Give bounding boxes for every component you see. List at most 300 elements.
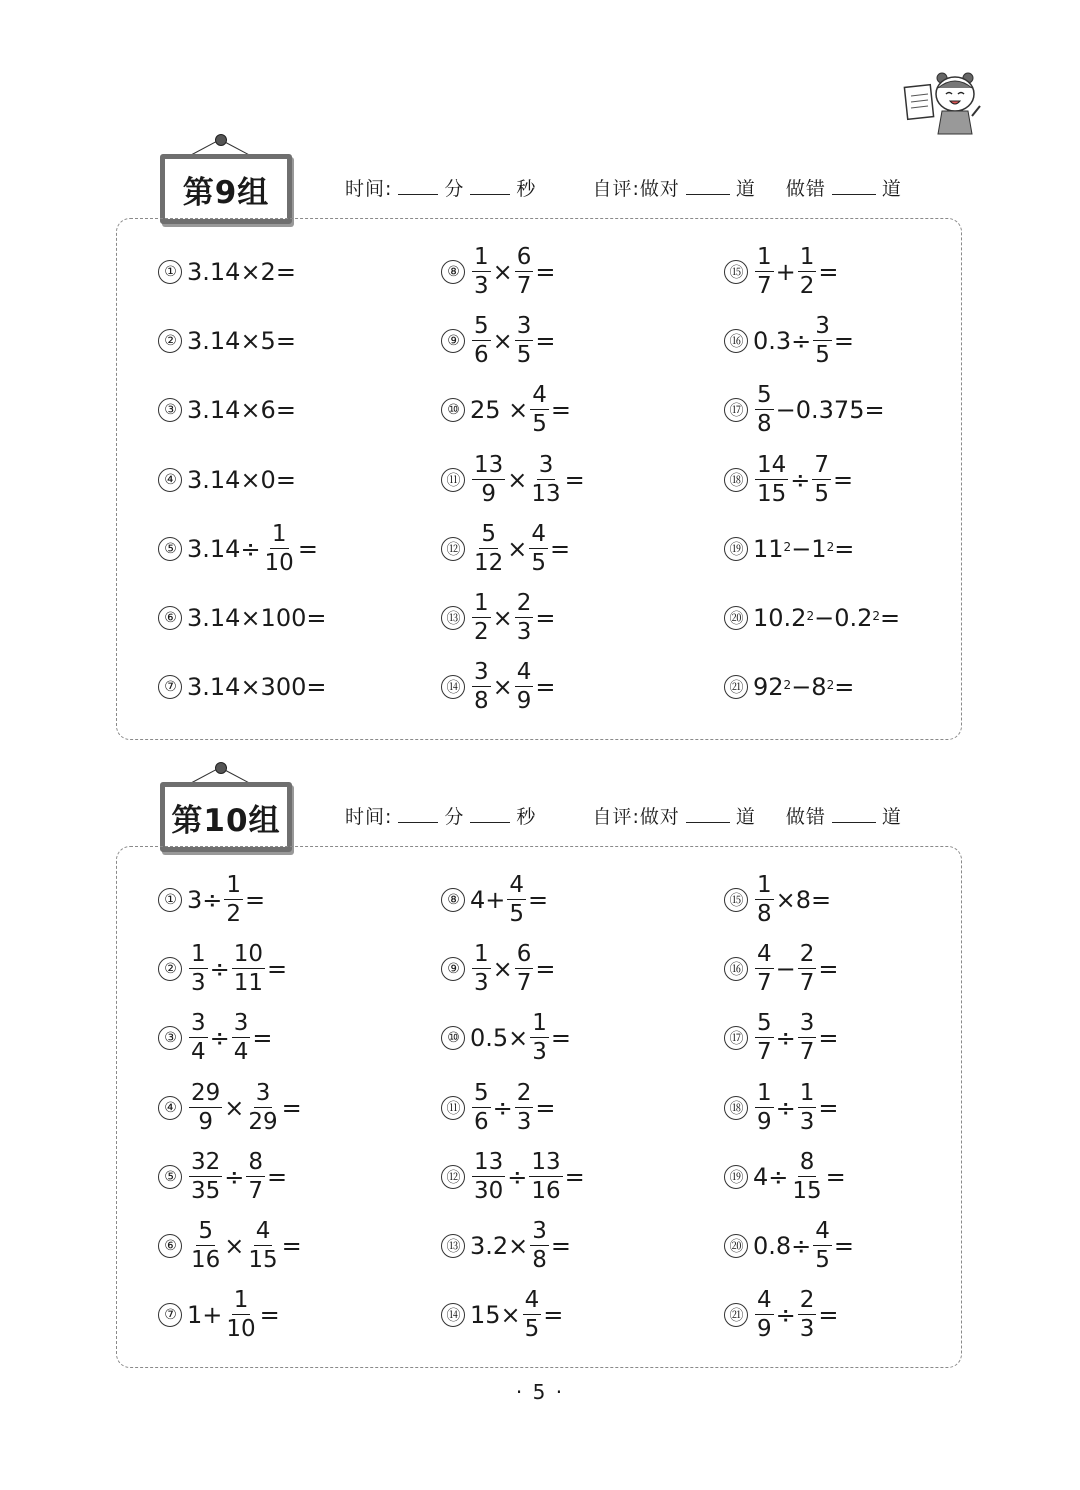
denominator: 5 bbox=[532, 411, 547, 438]
problem-item bbox=[441, 445, 724, 514]
numerator: 4 bbox=[757, 1287, 772, 1314]
expr-text: 0.3÷ bbox=[753, 326, 812, 355]
expr-text: = bbox=[834, 673, 855, 702]
numerator: 3 bbox=[815, 312, 830, 339]
problem-item bbox=[158, 1142, 441, 1211]
fraction bbox=[472, 520, 505, 576]
problem-number: ⑬ bbox=[441, 1234, 465, 1258]
expr-text: ÷ bbox=[775, 1093, 796, 1122]
min-label: 分 bbox=[444, 178, 465, 200]
problem-item bbox=[158, 653, 441, 722]
fraction bbox=[472, 312, 491, 368]
problem-item bbox=[158, 934, 441, 1003]
problem-item bbox=[158, 1073, 441, 1142]
problem-expression bbox=[470, 661, 556, 713]
numerator: 5 bbox=[481, 520, 496, 547]
fraction bbox=[755, 1079, 774, 1135]
problem-number: ⑲ bbox=[724, 537, 748, 561]
expr-text: = bbox=[833, 1232, 855, 1261]
denominator: 3 bbox=[799, 1316, 815, 1343]
denominator: 3 bbox=[191, 969, 206, 996]
expr-text: = bbox=[550, 1024, 572, 1053]
problem-expression bbox=[187, 1289, 280, 1341]
problem-number: ⑨ bbox=[441, 957, 465, 981]
fraction bbox=[529, 1148, 562, 1204]
problem-item bbox=[441, 237, 724, 306]
expr-text: × bbox=[224, 1093, 245, 1122]
problem-item bbox=[441, 1211, 724, 1280]
problem-expression bbox=[753, 871, 832, 927]
expr-text: = bbox=[528, 885, 549, 914]
minutes-blank[interactable] bbox=[398, 804, 438, 823]
fraction bbox=[246, 1220, 279, 1272]
expr-text: 0.5× bbox=[470, 1024, 529, 1053]
problem-item bbox=[441, 934, 724, 1003]
numerator: 5 bbox=[474, 312, 489, 339]
problem-item bbox=[441, 1073, 724, 1142]
problem-expression bbox=[753, 1220, 854, 1272]
expr-text: ÷ bbox=[775, 1024, 796, 1053]
fraction bbox=[246, 1079, 279, 1135]
denominator: 4 bbox=[233, 1039, 249, 1066]
problem-expression bbox=[187, 520, 318, 576]
fraction bbox=[472, 1148, 505, 1204]
fraction bbox=[530, 1220, 549, 1272]
expr-text: = bbox=[818, 1301, 839, 1330]
fraction bbox=[189, 1012, 208, 1064]
expr-text: ÷ bbox=[224, 1162, 245, 1191]
denominator: 5 bbox=[815, 1247, 830, 1274]
expr-text: −1 bbox=[791, 534, 827, 563]
expr-text: ÷ bbox=[209, 1024, 230, 1053]
minutes-blank[interactable] bbox=[398, 176, 438, 195]
numerator: 3 bbox=[233, 1010, 249, 1037]
expr-text: ÷ bbox=[209, 954, 230, 983]
numerator: 6 bbox=[516, 940, 532, 967]
expr-text: = bbox=[833, 465, 854, 494]
fraction bbox=[189, 940, 208, 996]
expr-text: 11 bbox=[753, 534, 784, 563]
nail-icon bbox=[215, 762, 227, 774]
expr-text: 4÷ bbox=[753, 1162, 789, 1191]
numerator: 1 bbox=[271, 520, 287, 547]
problem-item bbox=[158, 376, 441, 445]
numerator: 1 bbox=[532, 1010, 547, 1037]
problem-expression: 11 $^2$ −1 $^2$ = bbox=[753, 534, 855, 563]
problem-number: ⑭ bbox=[441, 675, 465, 699]
problem-expression bbox=[753, 1079, 839, 1135]
problem-number: ⑫ bbox=[441, 537, 465, 561]
problem-expression bbox=[470, 1148, 585, 1204]
expr-text: = bbox=[818, 1093, 839, 1122]
denominator: 5 bbox=[531, 549, 547, 576]
problem-number: ⑱ bbox=[724, 1096, 748, 1120]
problem-item bbox=[441, 1281, 724, 1350]
numerator: 2 bbox=[799, 1287, 815, 1314]
problem-number: ⑫ bbox=[441, 1165, 465, 1189]
numerator: 7 bbox=[814, 451, 830, 478]
problem-number: ㉑ bbox=[724, 1303, 748, 1327]
expr-text: 3.14×5= bbox=[187, 326, 296, 355]
fraction bbox=[530, 1012, 549, 1064]
seconds-blank[interactable] bbox=[470, 804, 510, 823]
numerator: 1 bbox=[757, 871, 772, 898]
problem-number: ⑭ bbox=[441, 1303, 465, 1327]
nail-icon bbox=[215, 134, 227, 146]
expr-text: 4+ bbox=[470, 885, 506, 914]
expr-text: −8 bbox=[791, 673, 827, 702]
numerator: 4 bbox=[532, 382, 547, 409]
fraction bbox=[515, 243, 534, 299]
fraction bbox=[755, 1012, 774, 1064]
fraction bbox=[515, 592, 534, 644]
eval-label: 自评:做对 bbox=[592, 806, 680, 828]
problem-expression bbox=[470, 1289, 563, 1341]
denominator: 10 bbox=[264, 549, 294, 576]
expr-text: = bbox=[818, 257, 839, 286]
numerator: 1 bbox=[474, 243, 489, 270]
numerator: 1 bbox=[799, 1079, 815, 1106]
numerator: 5 bbox=[198, 1218, 213, 1245]
problem-expression bbox=[470, 592, 556, 644]
fraction bbox=[813, 312, 832, 368]
expr-text: 3.14×300= bbox=[187, 673, 327, 702]
numerator: 4 bbox=[757, 940, 772, 967]
fraction bbox=[798, 1079, 817, 1135]
expr-text: = bbox=[818, 954, 839, 983]
numerator: 1 bbox=[474, 590, 489, 617]
problem-number: ⑥ bbox=[158, 606, 182, 630]
numerator: 5 bbox=[474, 1079, 489, 1106]
numerator: 1 bbox=[757, 1079, 772, 1106]
hanging-wire bbox=[192, 769, 217, 783]
problem-number: ⑮ bbox=[724, 260, 748, 284]
problem-expression bbox=[753, 451, 854, 507]
min-label: 分 bbox=[444, 806, 465, 828]
problem-item bbox=[158, 1211, 441, 1280]
fraction bbox=[755, 871, 774, 927]
problem-item bbox=[441, 306, 724, 375]
denominator: 6 bbox=[474, 341, 489, 368]
fraction bbox=[755, 384, 774, 436]
score-header bbox=[345, 174, 902, 201]
expr-text: = bbox=[281, 1093, 302, 1122]
denominator: 10 bbox=[226, 1316, 256, 1343]
denominator: 16 bbox=[531, 1177, 561, 1204]
correct-blank[interactable] bbox=[686, 176, 730, 195]
problem-expression bbox=[187, 1220, 302, 1272]
wrong-label: 做错 bbox=[785, 178, 826, 200]
fraction bbox=[798, 1289, 817, 1341]
fraction bbox=[798, 1012, 817, 1064]
expr-text: ÷ bbox=[492, 1093, 513, 1122]
expr-text: = bbox=[825, 1162, 846, 1191]
denominator: 7 bbox=[799, 969, 815, 996]
fraction bbox=[529, 520, 548, 576]
problem-expression bbox=[753, 940, 839, 996]
problem-expression bbox=[470, 384, 571, 436]
problem-item bbox=[724, 583, 958, 652]
group-title: 第9组 bbox=[160, 154, 292, 224]
problem-item bbox=[724, 1211, 958, 1280]
numerator: 1 bbox=[226, 871, 242, 898]
denominator: 4 bbox=[191, 1039, 206, 1066]
fraction bbox=[472, 243, 491, 299]
problem-number: ⑯ bbox=[724, 329, 748, 353]
problem-expression bbox=[187, 1079, 302, 1135]
expr-text: = bbox=[297, 534, 318, 563]
denominator: 7 bbox=[516, 272, 532, 299]
problem-number: ② bbox=[158, 329, 182, 353]
time-label: 时间: bbox=[345, 806, 393, 828]
problem-number: ㉑ bbox=[724, 675, 748, 699]
problem-item bbox=[724, 514, 958, 583]
problem-expression bbox=[753, 1148, 846, 1204]
fraction bbox=[755, 243, 774, 299]
numerator: 8 bbox=[799, 1148, 815, 1175]
numerator: 3 bbox=[538, 451, 554, 478]
expr-text: 3.14×100= bbox=[187, 604, 327, 633]
problem-number: ⑯ bbox=[724, 957, 748, 981]
problem-item bbox=[158, 1004, 441, 1073]
expr-text: × bbox=[492, 604, 513, 633]
expr-text: 15× bbox=[470, 1301, 521, 1330]
fraction bbox=[529, 451, 562, 507]
expr-text: = bbox=[252, 1024, 273, 1053]
problem-number: ⑳ bbox=[724, 606, 748, 630]
fraction bbox=[507, 871, 526, 927]
fraction bbox=[515, 312, 534, 368]
fraction bbox=[224, 1289, 257, 1341]
denominator: 7 bbox=[757, 1039, 772, 1066]
expr-text: × bbox=[224, 1232, 245, 1261]
denominator: 3 bbox=[532, 1039, 547, 1066]
correct-blank[interactable] bbox=[686, 804, 730, 823]
problem-expression bbox=[187, 327, 296, 355]
problem-item bbox=[724, 653, 958, 722]
numerator: 1 bbox=[474, 940, 489, 967]
expr-text: = bbox=[834, 534, 855, 563]
fraction bbox=[755, 451, 788, 507]
problem-item bbox=[724, 445, 958, 514]
problem-number: ⑩ bbox=[441, 398, 465, 422]
problem-expression bbox=[187, 466, 296, 494]
numerator: 3 bbox=[255, 1079, 271, 1106]
expr-text: ÷ bbox=[775, 1301, 796, 1330]
problem-item bbox=[158, 865, 441, 934]
problem-number: ④ bbox=[158, 468, 182, 492]
expr-text: −0.2 bbox=[814, 604, 873, 633]
wrong-blank[interactable] bbox=[832, 176, 876, 195]
expr-text: × bbox=[507, 465, 528, 494]
problem-number: ① bbox=[158, 888, 182, 912]
unit2-label: 道 bbox=[881, 806, 902, 828]
problem-expression bbox=[187, 871, 266, 927]
problem-item bbox=[441, 653, 724, 722]
hanging-wire bbox=[192, 141, 217, 155]
problem-expression bbox=[470, 520, 571, 576]
numerator: 29 bbox=[191, 1079, 221, 1106]
problem-item bbox=[724, 1281, 958, 1350]
problem-number: ③ bbox=[158, 1026, 182, 1050]
expr-text: 3÷ bbox=[187, 885, 223, 914]
denominator: 2 bbox=[226, 900, 242, 927]
denominator: 30 bbox=[474, 1177, 504, 1204]
problem-number: ⑦ bbox=[158, 1303, 182, 1327]
problem-expression bbox=[470, 1220, 571, 1272]
wrong-blank[interactable] bbox=[832, 804, 876, 823]
denominator: 8 bbox=[757, 411, 772, 438]
problem-item bbox=[441, 1142, 724, 1211]
problem-expression bbox=[470, 871, 549, 927]
problem-expression bbox=[187, 940, 288, 996]
denominator: 7 bbox=[757, 969, 772, 996]
numerator: 3 bbox=[191, 1010, 206, 1037]
eval-label: 自评:做对 bbox=[592, 178, 680, 200]
denominator: 3 bbox=[474, 272, 489, 299]
denominator: 8 bbox=[532, 1247, 547, 1274]
problem-number: ② bbox=[158, 957, 182, 981]
denominator: 6 bbox=[474, 1108, 489, 1135]
fraction bbox=[530, 384, 549, 436]
problem-expression bbox=[187, 604, 326, 632]
sec-label: 秒 bbox=[516, 806, 537, 828]
denominator: 7 bbox=[516, 969, 532, 996]
group-title: 第10组 bbox=[160, 782, 292, 852]
expr-text: = bbox=[550, 396, 572, 425]
problem-item bbox=[724, 1004, 958, 1073]
fraction bbox=[813, 1220, 832, 1272]
expr-text: = bbox=[550, 534, 571, 563]
sec-label: 秒 bbox=[516, 178, 537, 200]
numerator: 3 bbox=[516, 312, 532, 339]
expr-text: = bbox=[267, 1162, 288, 1191]
denominator: 16 bbox=[191, 1247, 221, 1274]
denominator: 9 bbox=[757, 1316, 772, 1343]
numerator: 4 bbox=[509, 871, 525, 898]
denominator: 9 bbox=[198, 1108, 213, 1135]
fraction bbox=[472, 661, 491, 713]
problem-item bbox=[724, 237, 958, 306]
denominator: 9 bbox=[516, 688, 532, 715]
problem-number: ③ bbox=[158, 398, 182, 422]
problem-expression bbox=[470, 1079, 556, 1135]
denominator: 29 bbox=[248, 1108, 278, 1135]
fraction bbox=[472, 592, 491, 644]
problem-expression bbox=[470, 451, 585, 507]
problem-expression bbox=[470, 940, 556, 996]
denominator: 5 bbox=[814, 480, 830, 507]
fraction bbox=[755, 1289, 774, 1341]
problem-number: ⑱ bbox=[724, 468, 748, 492]
problem-expression bbox=[470, 312, 556, 368]
fraction bbox=[798, 243, 817, 299]
denominator: 3 bbox=[516, 619, 532, 646]
denominator: 12 bbox=[474, 549, 504, 576]
numerator: 4 bbox=[815, 1218, 830, 1245]
numerator: 6 bbox=[516, 243, 532, 270]
numerator: 5 bbox=[757, 1010, 772, 1037]
denominator: 2 bbox=[474, 619, 489, 646]
denominator: 7 bbox=[799, 1039, 815, 1066]
problem-item bbox=[158, 445, 441, 514]
expr-text: × bbox=[492, 673, 513, 702]
problem-item bbox=[724, 376, 958, 445]
expr-text: = bbox=[259, 1301, 280, 1330]
expr-text: = bbox=[833, 326, 855, 355]
numerator: 13 bbox=[531, 1148, 561, 1175]
problem-grid bbox=[158, 865, 958, 1350]
seconds-blank[interactable] bbox=[470, 176, 510, 195]
page-number: · 5 · bbox=[515, 1380, 565, 1404]
denominator: 13 bbox=[531, 480, 561, 507]
numerator: 4 bbox=[524, 1287, 540, 1314]
numerator: 14 bbox=[757, 451, 787, 478]
fraction bbox=[515, 1079, 534, 1135]
unit-label: 道 bbox=[735, 806, 756, 828]
problem-number: ⑨ bbox=[441, 329, 465, 353]
fraction bbox=[523, 1289, 542, 1341]
problem-expression bbox=[187, 673, 326, 701]
problem-expression bbox=[753, 384, 885, 436]
expr-text: ÷ bbox=[507, 1162, 528, 1191]
problem-number: ⑧ bbox=[441, 888, 465, 912]
expr-text: + bbox=[775, 257, 796, 286]
problem-expression: 10.2 $^2$ −0.2 $^2$ = bbox=[753, 604, 901, 633]
denominator: 9 bbox=[481, 480, 496, 507]
problem-expression bbox=[753, 1012, 839, 1064]
fraction bbox=[263, 520, 296, 576]
problem-number: ⑤ bbox=[158, 1165, 182, 1189]
expr-text: = bbox=[267, 954, 288, 983]
problem-item bbox=[724, 1142, 958, 1211]
numerator: 1 bbox=[757, 243, 772, 270]
expr-text: = bbox=[535, 604, 556, 633]
denominator: 8 bbox=[757, 900, 772, 927]
expr-text: 3.14÷ bbox=[187, 534, 261, 563]
numerator: 1 bbox=[191, 940, 206, 967]
expr-text: = bbox=[535, 326, 556, 355]
problem-expression bbox=[753, 1289, 839, 1341]
fraction bbox=[246, 1148, 265, 1204]
problem-item bbox=[158, 583, 441, 652]
problem-number: ⑲ bbox=[724, 1165, 748, 1189]
numerator: 32 bbox=[191, 1148, 221, 1175]
expr-text: = bbox=[564, 1162, 585, 1191]
expr-text: ×8= bbox=[775, 885, 832, 914]
problem-item bbox=[441, 1004, 724, 1073]
problem-item bbox=[724, 1073, 958, 1142]
denominator: 7 bbox=[757, 272, 772, 299]
problem-grid bbox=[158, 237, 958, 722]
problem-number: ⑤ bbox=[158, 537, 182, 561]
fraction bbox=[232, 940, 265, 996]
expr-text: 3.14×6= bbox=[187, 396, 296, 425]
expr-text: 3.14×2= bbox=[187, 257, 296, 286]
problem-item bbox=[441, 376, 724, 445]
wrong-label: 做错 bbox=[785, 806, 826, 828]
denominator: 5 bbox=[516, 341, 532, 368]
denominator: 15 bbox=[248, 1247, 278, 1274]
problem-number: ⑪ bbox=[441, 468, 465, 492]
numerator: 2 bbox=[516, 590, 532, 617]
denominator: 15 bbox=[757, 480, 787, 507]
problem-number: ⑩ bbox=[441, 1026, 465, 1050]
problem-number: ⑮ bbox=[724, 888, 748, 912]
expr-text: = bbox=[535, 1093, 556, 1122]
fraction bbox=[755, 940, 774, 996]
expr-text: 0.8÷ bbox=[753, 1232, 812, 1261]
